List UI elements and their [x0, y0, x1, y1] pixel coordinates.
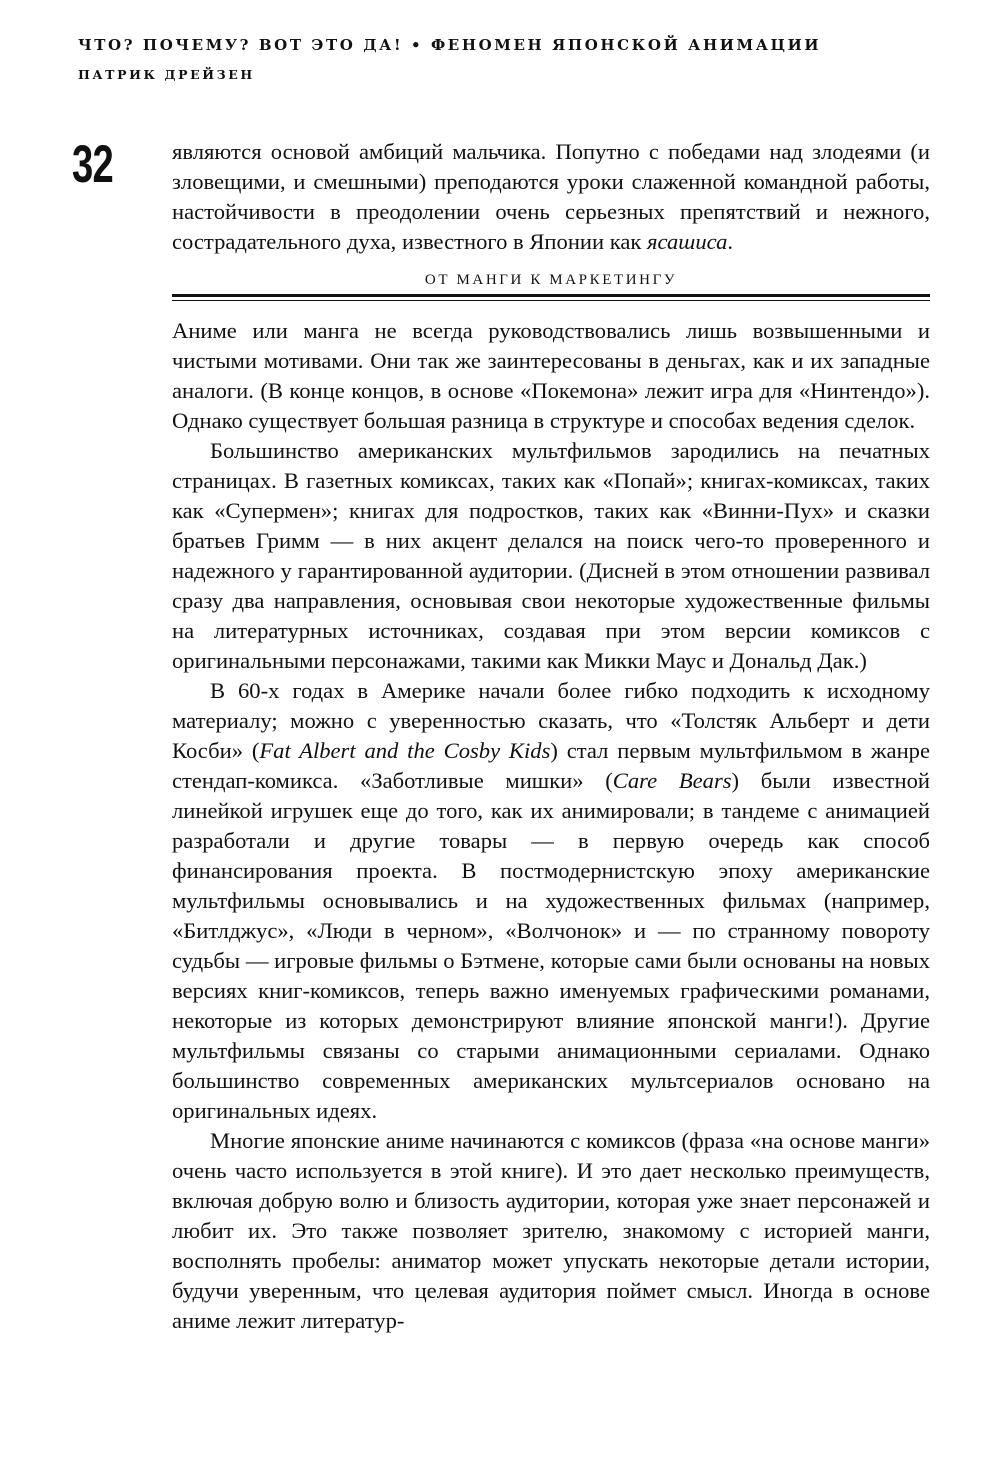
- section-title: ОТ МАНГИ К МАРКЕТИНГУ: [424, 272, 678, 288]
- paragraph-3: [172, 676, 930, 1126]
- intro-paragraph: [172, 137, 930, 257]
- body-text: [172, 316, 930, 1336]
- section-rule-thin: [172, 300, 930, 301]
- running-head-title: ЧТО? ПОЧЕМУ? ВОТ ЭТО ДА! • ФЕНОМЕН ЯПОНСКОЙ АНИМАЦИИ: [78, 36, 822, 54]
- paragraph-4: Многие японские аниме начинаются с комиксов (фраза «на основе манги» очень часто используется в этой книге). И это дает несколько преимуществ, включая добрую волю и близость аудитории, которая уже знает персонажей и любит их. Это также позволяет зрителю, знакомому с историей манги, восполнять пробелы: аниматор может упускать некоторые детали истории, будучи уверенным, что целевая аудитория поймет смысл. Иногда в основе аниме лежит литератур-: [172, 1128, 930, 1333]
- intro-text: являются основой амбиций мальчика. Попутно с победами над злодеями (и зловещими, и смешными) преподаются уроки слаженной командной работы, настойчивости в преодолении очень серьезных препятствий и нежного, сострадательного духа, известного в Японии как: [172, 139, 930, 254]
- p3-part-c: ) были известной линейкой игрушек еще до того, как их анимировали; в тандеме с анимацией разработали и другие товары — в первую очередь как способ финансирования проекта. В постмодернистскую эпоху американские мультфильмы основывались и на художественных фильмах (например, «Битлджус», «Люди в черном», «Волчонок» и — по странному повороту судьбы — игровые фильмы о Бэтмене, которые сами были основаны на новых версиях книг-комиксов, теперь важно именуемых графическими романами, некоторые из которых демонстрируют влияние японской манги!). Другие мультфильмы связаны со старыми анимационными сериалами. Однако большинство современных американских мультсериалов основано на оригинальных идеях.: [172, 768, 930, 1123]
- p3-title-1: Fat Albert and the Cosby Kids: [259, 738, 551, 763]
- intro-end: .: [727, 229, 734, 254]
- p3-title-2: Care Bears: [612, 768, 732, 793]
- page-number: 32: [72, 135, 114, 194]
- section-rule-thick: [172, 294, 930, 297]
- intro-term: ясашиса: [647, 229, 728, 254]
- p3-part-a: В 60-х годах в Америке начали более гибко подходить к исходному материалу; можно с уверенностью сказать, что «Толстяк Альберт и дети Косби» (: [172, 678, 930, 763]
- paragraph-1: Аниме или манга не всегда руководствовались лишь возвышенными и чистыми мотивами. Они так же заинтересованы в деньгах, как и их западные аналоги. (В конце концов, в основе «Покемона» лежит игра для «Нинтендо»). Однако существует большая разница в структуре и способах ведения сделок.: [172, 318, 930, 433]
- running-head-author: ПАТРИК ДРЕЙЗЕН: [78, 67, 255, 82]
- paragraph-2: Большинство американских мультфильмов зародились на печатных страницах. В газетных комиксах, таких как «Попай»; книгах-комиксах, таких как «Супермен»; книгах для подростков, таких как «Винни-Пух» и сказки братьев Гримм — в них акцент делался на поиск чего-то проверенного и надежного у гарантированной аудитории. (Дисней в этом отношении развивал сразу два направления, основывая свои некоторые художественные фильмы на литературных источниках, создавая при этом версии комиксов с оригинальными персонажами, такими как Микки Маус и Дональд Дак.): [172, 438, 930, 673]
- p3-part-b: ) стал первым мультфильмом в жанре стендап-комикса. «Заботливые мишки» (: [172, 738, 930, 793]
